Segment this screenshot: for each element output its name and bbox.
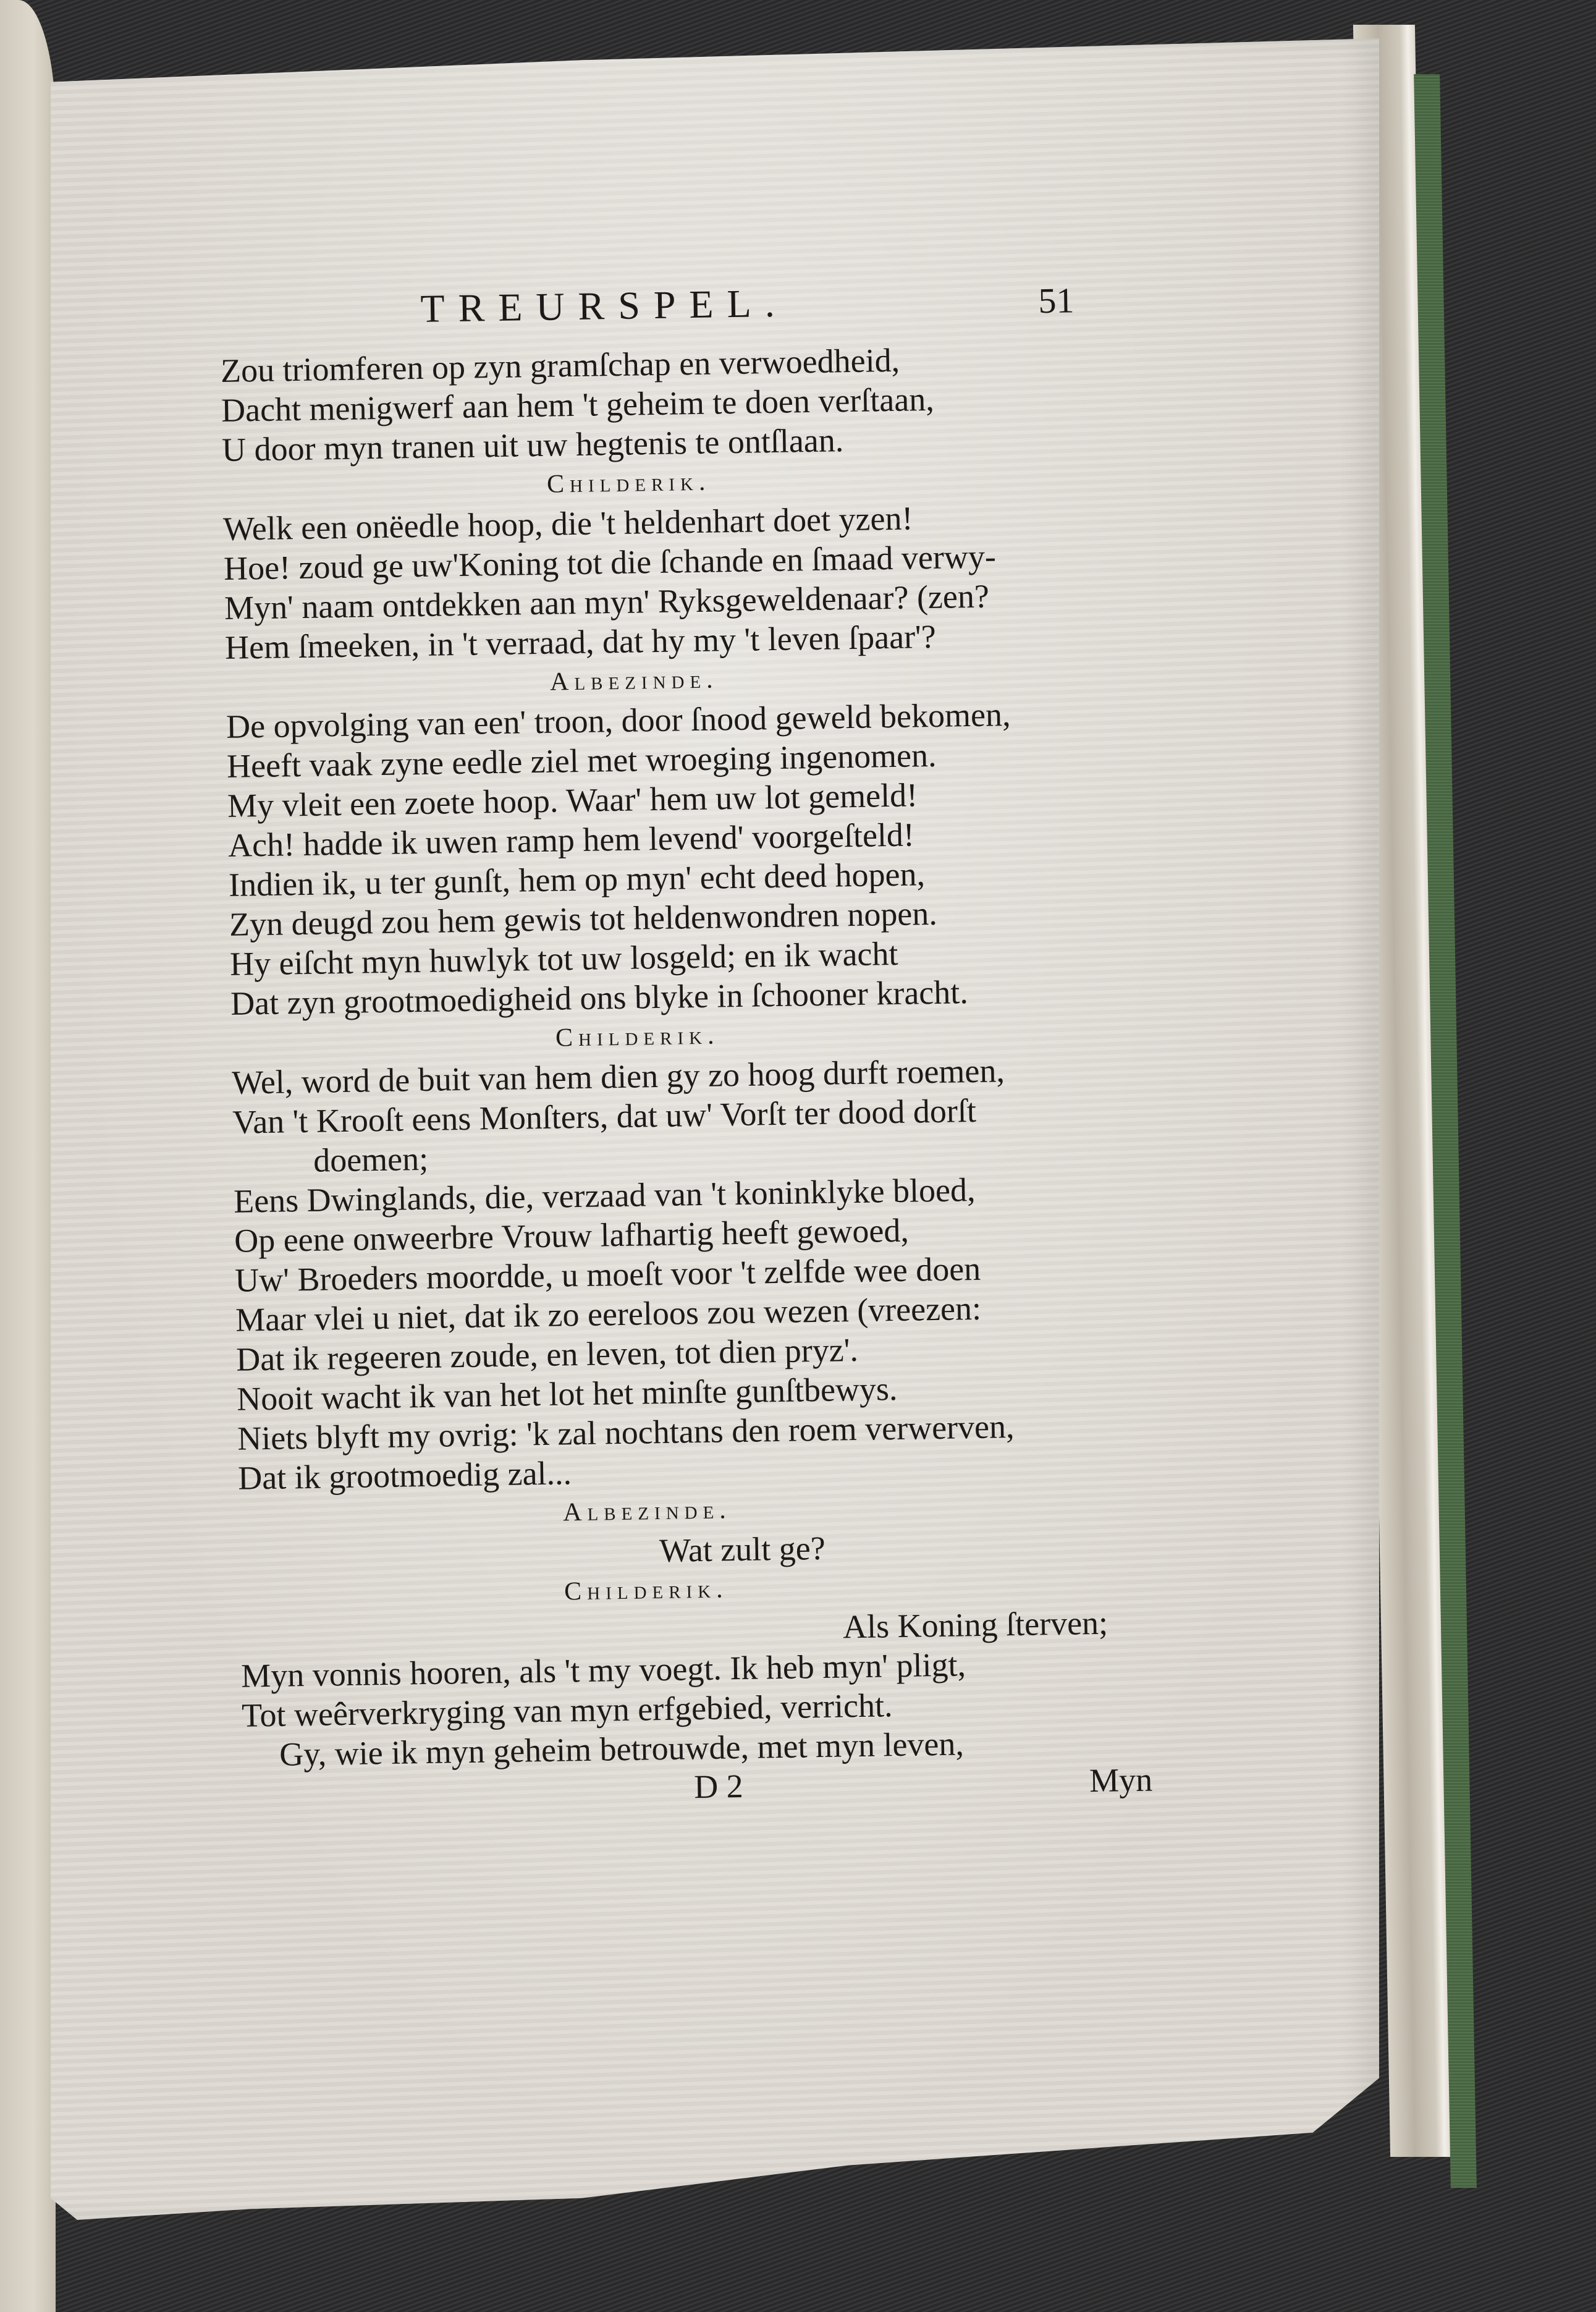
verse-line: Heeft vaak zyne eedle ziel met wroeging ingenomen. bbox=[226, 736, 937, 785]
catchword: Myn bbox=[1089, 1761, 1153, 1800]
verse-line: Eens Dwinglands, die, verzaad van 't koninklyke bloed, bbox=[233, 1171, 976, 1220]
verse-line: Nooit wacht ik van het lot het minſte gunſtbewys. bbox=[236, 1370, 898, 1418]
verse-line: Hy eiſcht myn huwlyk tot uw losgeld; en ik wacht bbox=[229, 934, 898, 983]
verse-line: De opvolging van een' troon, door ſnood geweld bekomen, bbox=[226, 695, 1011, 745]
verse-line: Dat ik grootmoedig zal... bbox=[237, 1454, 572, 1497]
verse-line: Dat ik regeeren zoude, en leven, tot dien pryz'. bbox=[235, 1331, 859, 1378]
verse-line: Myn vonnis hooren, als 't my voegt. Ik heb myn' pligt, bbox=[240, 1646, 966, 1695]
verse-line: Indien ik, u ter gunſt, hem op myn' echt deed hopen, bbox=[228, 855, 926, 904]
verse-line: Hoe! zoud ge uw'Koning tot die ſchande en ſmaad verwy- bbox=[223, 538, 997, 587]
page-number: 51 bbox=[1037, 280, 1075, 321]
verse-line: Wel, word de buit van hem dien gy zo hoog durft roemen, bbox=[231, 1052, 1005, 1101]
verse-line: Maar vlei u niet, dat ik zo eereloos zou wezen (vreezen: bbox=[235, 1289, 982, 1339]
verse-line-continuation: doemen; bbox=[313, 1140, 429, 1179]
page-text bbox=[219, 274, 1183, 1816]
verse-line: Uw' Broeders moordde, u moeſt voor 't zelfde wee doen bbox=[234, 1250, 981, 1299]
verse-line: U door myn tranen uit uw hegtenis te ontſlaan. bbox=[221, 421, 844, 468]
verse-line: Zyn deugd zou hem gewis tot heldenwondren nopen. bbox=[229, 894, 938, 943]
verse-line: Welk een onëedle hoop, die 't heldenhart doet yzen! bbox=[222, 499, 913, 548]
verse-line: Op eene onweerbre Vrouw lafhartig heeft gewoed, bbox=[234, 1211, 910, 1260]
speaker-name: Albezinde. bbox=[562, 1496, 732, 1527]
left-page-edge bbox=[0, 0, 56, 2312]
speaker-name: Childerik. bbox=[546, 467, 711, 499]
verse-line: Dat zyn grootmoedigheid ons blyke in ſchooner kracht. bbox=[230, 973, 969, 1022]
verse-line: Niets blyft my ovrig: 'k zal nochtans den roem verwerven, bbox=[237, 1408, 1015, 1457]
speaker-name: Childerik. bbox=[564, 1575, 728, 1606]
speaker-name: Albezinde. bbox=[549, 665, 719, 697]
verse-line: Ach! hadde ik uwen ramp hem levend' voorgeſteld! bbox=[227, 816, 915, 864]
verse-line: My vleit een zoete hoop. Waar' hem uw lot gemeld! bbox=[227, 776, 918, 824]
verse-line: Dacht menigwerf aan hem 't geheim te doen verſtaan, bbox=[221, 380, 935, 429]
speaker-name: Childerik. bbox=[555, 1021, 720, 1052]
running-title: TREURSPEL. bbox=[420, 281, 789, 331]
verse-line: Hem ſmeeken, in 't verraad, dat hy my 't leven ſpaar'? bbox=[224, 617, 937, 666]
verse-line: Zou triomferen op zyn gramſchap en verwoedheid, bbox=[220, 341, 900, 389]
verse-line-split: Als Koning ſterven; bbox=[842, 1604, 1108, 1646]
verse-line: Tot weêrverkryging van myn erfgebied, verricht. bbox=[241, 1687, 893, 1734]
verse-line: Gy, wie ik myn geheim betrouwde, met myn leven, bbox=[279, 1725, 965, 1773]
verse-line: Van 't Krooſt eens Monſters, dat uw' Vorſt ter dood dorſt bbox=[232, 1091, 977, 1141]
verse-line-split: Wat zult ge? bbox=[659, 1529, 826, 1570]
verse-line: Myn' naam ontdekken aan myn' Ryksgeweldenaar? (zen? bbox=[224, 577, 990, 627]
signature-mark: D 2 bbox=[693, 1767, 744, 1806]
